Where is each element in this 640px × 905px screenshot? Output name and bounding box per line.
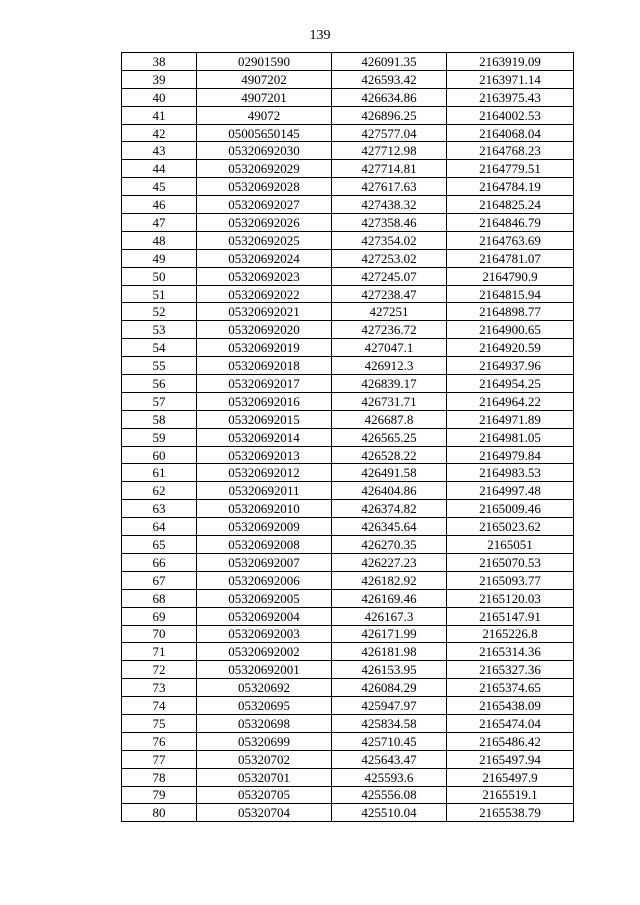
x-coordinate-cell: 425593.6 [332,768,447,786]
table-row [122,321,574,339]
y-coordinate-cell: 2164763.69 [447,231,574,249]
x-coordinate-cell: 426169.46 [332,589,447,607]
point-number-cell: 63 [122,500,197,518]
y-coordinate-cell: 2163919.09 [447,53,574,71]
table-row [122,267,574,285]
point-id-cell: 05320692010 [197,500,332,518]
point-id-cell: 05320692025 [197,231,332,249]
table-row [122,464,574,482]
x-coordinate-cell: 426182.92 [332,571,447,589]
table-row [122,106,574,124]
point-number-cell: 55 [122,357,197,375]
y-coordinate-cell: 2165093.77 [447,571,574,589]
point-number-cell: 75 [122,714,197,732]
table-row [122,142,574,160]
x-coordinate-cell: 425834.58 [332,714,447,732]
point-id-cell: 05320692028 [197,178,332,196]
x-coordinate-cell: 425510.04 [332,804,447,822]
y-coordinate-cell: 2164900.65 [447,321,574,339]
coordinates-table [121,52,574,822]
y-coordinate-cell: 2165486.42 [447,732,574,750]
point-id-cell: 05320692009 [197,518,332,536]
y-coordinate-cell: 2165120.03 [447,589,574,607]
y-coordinate-cell: 2165226.8 [447,625,574,643]
table-row [122,303,574,321]
point-id-cell: 4907202 [197,70,332,88]
point-id-cell: 02901590 [197,53,332,71]
x-coordinate-cell: 426593.42 [332,70,447,88]
table-row [122,410,574,428]
x-coordinate-cell: 426374.82 [332,500,447,518]
point-id-cell: 05320692022 [197,285,332,303]
table-row [122,53,574,71]
y-coordinate-cell: 2164815.94 [447,285,574,303]
point-number-cell: 59 [122,428,197,446]
x-coordinate-cell: 426181.98 [332,643,447,661]
table-row [122,178,574,196]
point-id-cell: 49072 [197,106,332,124]
y-coordinate-cell: 2164781.07 [447,249,574,267]
y-coordinate-cell: 2164981.05 [447,428,574,446]
y-coordinate-cell: 2165009.46 [447,500,574,518]
table-row [122,500,574,518]
point-number-cell: 71 [122,643,197,661]
table-row [122,70,574,88]
point-number-cell: 73 [122,679,197,697]
point-id-cell: 05005650145 [197,124,332,142]
page-number: 139 [309,28,331,43]
x-coordinate-cell: 427251 [332,303,447,321]
y-coordinate-cell: 2165051 [447,536,574,554]
table-row [122,482,574,500]
x-coordinate-cell: 427245.07 [332,267,447,285]
point-number-cell: 47 [122,214,197,232]
point-number-cell: 50 [122,267,197,285]
point-id-cell: 05320699 [197,732,332,750]
point-id-cell: 05320692002 [197,643,332,661]
table-row [122,249,574,267]
table-row [122,428,574,446]
x-coordinate-cell: 426404.86 [332,482,447,500]
y-coordinate-cell: 2164983.53 [447,464,574,482]
point-number-cell: 44 [122,160,197,178]
x-coordinate-cell: 425947.97 [332,697,447,715]
point-number-cell: 72 [122,661,197,679]
point-id-cell: 05320692021 [197,303,332,321]
point-number-cell: 77 [122,750,197,768]
point-id-cell: 05320692013 [197,446,332,464]
table-row [122,339,574,357]
y-coordinate-cell: 2164790.9 [447,267,574,285]
table-row [122,124,574,142]
table-row [122,643,574,661]
point-id-cell: 05320692005 [197,589,332,607]
point-number-cell: 66 [122,553,197,571]
table-row [122,446,574,464]
point-number-cell: 64 [122,518,197,536]
y-coordinate-cell: 2165497.94 [447,750,574,768]
table-row [122,392,574,410]
table-row [122,160,574,178]
table-row [122,697,574,715]
y-coordinate-cell: 2164898.77 [447,303,574,321]
point-number-cell: 38 [122,53,197,71]
point-id-cell: 05320692004 [197,607,332,625]
point-id-cell: 05320692003 [197,625,332,643]
point-number-cell: 57 [122,392,197,410]
point-number-cell: 53 [122,321,197,339]
point-id-cell: 05320692 [197,679,332,697]
table-row [122,804,574,822]
point-id-cell: 05320692015 [197,410,332,428]
y-coordinate-cell: 2164002.53 [447,106,574,124]
x-coordinate-cell: 426345.64 [332,518,447,536]
point-number-cell: 39 [122,70,197,88]
y-coordinate-cell: 2165147.91 [447,607,574,625]
point-number-cell: 68 [122,589,197,607]
x-coordinate-cell: 427238.47 [332,285,447,303]
table-row [122,750,574,768]
point-id-cell: 05320702 [197,750,332,768]
table-row [122,786,574,804]
y-coordinate-cell: 2165497.9 [447,768,574,786]
x-coordinate-cell: 426912.3 [332,357,447,375]
point-id-cell: 4907201 [197,88,332,106]
point-number-cell: 51 [122,285,197,303]
y-coordinate-cell: 2164068.04 [447,124,574,142]
point-number-cell: 65 [122,536,197,554]
point-id-cell: 05320692007 [197,553,332,571]
point-number-cell: 46 [122,196,197,214]
point-number-cell: 42 [122,124,197,142]
point-id-cell: 05320698 [197,714,332,732]
y-coordinate-cell: 2165519.1 [447,786,574,804]
point-id-cell: 05320704 [197,804,332,822]
x-coordinate-cell: 426270.35 [332,536,447,554]
x-coordinate-cell: 425556.08 [332,786,447,804]
point-number-cell: 43 [122,142,197,160]
point-id-cell: 05320705 [197,786,332,804]
point-number-cell: 76 [122,732,197,750]
point-id-cell: 05320692023 [197,267,332,285]
y-coordinate-cell: 2165327.36 [447,661,574,679]
point-id-cell: 05320692017 [197,375,332,393]
y-coordinate-cell: 2164954.25 [447,375,574,393]
y-coordinate-cell: 2165538.79 [447,804,574,822]
y-coordinate-cell: 2165374.65 [447,679,574,697]
x-coordinate-cell: 427354.02 [332,231,447,249]
table-row [122,714,574,732]
point-id-cell: 05320692016 [197,392,332,410]
table-row [122,375,574,393]
x-coordinate-cell: 426167.3 [332,607,447,625]
point-number-cell: 41 [122,106,197,124]
point-number-cell: 67 [122,571,197,589]
table-row [122,88,574,106]
y-coordinate-cell: 2164937.96 [447,357,574,375]
point-id-cell: 05320692024 [197,249,332,267]
y-coordinate-cell: 2164779.51 [447,160,574,178]
table-row [122,553,574,571]
table-row [122,518,574,536]
table-row [122,571,574,589]
point-id-cell: 05320692008 [197,536,332,554]
point-number-cell: 58 [122,410,197,428]
x-coordinate-cell: 427047.1 [332,339,447,357]
point-number-cell: 79 [122,786,197,804]
x-coordinate-cell: 426839.17 [332,375,447,393]
y-coordinate-cell: 2165023.62 [447,518,574,536]
point-id-cell: 05320692011 [197,482,332,500]
x-coordinate-cell: 427236.72 [332,321,447,339]
table-row [122,196,574,214]
x-coordinate-cell: 426491.58 [332,464,447,482]
point-id-cell: 05320692006 [197,571,332,589]
x-coordinate-cell: 426528.22 [332,446,447,464]
point-number-cell: 60 [122,446,197,464]
point-number-cell: 52 [122,303,197,321]
point-id-cell: 05320692019 [197,339,332,357]
point-number-cell: 69 [122,607,197,625]
point-id-cell: 05320692026 [197,214,332,232]
point-number-cell: 70 [122,625,197,643]
table-row [122,214,574,232]
x-coordinate-cell: 427712.98 [332,142,447,160]
coordinates-table-body [122,53,574,822]
table-row [122,679,574,697]
point-id-cell: 05320692001 [197,661,332,679]
table-row [122,536,574,554]
point-number-cell: 54 [122,339,197,357]
point-id-cell: 05320692014 [197,428,332,446]
y-coordinate-cell: 2164784.19 [447,178,574,196]
x-coordinate-cell: 426227.23 [332,553,447,571]
point-id-cell: 05320692012 [197,464,332,482]
y-coordinate-cell: 2165314.36 [447,643,574,661]
x-coordinate-cell: 427577.04 [332,124,447,142]
point-number-cell: 61 [122,464,197,482]
point-number-cell: 74 [122,697,197,715]
table-row [122,231,574,249]
point-id-cell: 05320692029 [197,160,332,178]
x-coordinate-cell: 426687.8 [332,410,447,428]
x-coordinate-cell: 425710.45 [332,732,447,750]
point-id-cell: 05320695 [197,697,332,715]
y-coordinate-cell: 2164920.59 [447,339,574,357]
x-coordinate-cell: 426731.71 [332,392,447,410]
x-coordinate-cell: 426084.29 [332,679,447,697]
x-coordinate-cell: 426896.25 [332,106,447,124]
point-id-cell: 05320692030 [197,142,332,160]
x-coordinate-cell: 425643.47 [332,750,447,768]
point-number-cell: 48 [122,231,197,249]
point-number-cell: 78 [122,768,197,786]
x-coordinate-cell: 426153.95 [332,661,447,679]
table-row [122,285,574,303]
table-row [122,768,574,786]
x-coordinate-cell: 427253.02 [332,249,447,267]
point-number-cell: 62 [122,482,197,500]
table-row [122,625,574,643]
x-coordinate-cell: 427617.63 [332,178,447,196]
y-coordinate-cell: 2165438.09 [447,697,574,715]
y-coordinate-cell: 2164825.24 [447,196,574,214]
x-coordinate-cell: 426091.35 [332,53,447,71]
y-coordinate-cell: 2164997.48 [447,482,574,500]
x-coordinate-cell: 427358.46 [332,214,447,232]
table-row [122,661,574,679]
point-number-cell: 45 [122,178,197,196]
point-number-cell: 80 [122,804,197,822]
y-coordinate-cell: 2163971.14 [447,70,574,88]
table-row [122,732,574,750]
y-coordinate-cell: 2164768.23 [447,142,574,160]
point-id-cell: 05320692020 [197,321,332,339]
point-id-cell: 05320701 [197,768,332,786]
y-coordinate-cell: 2164971.89 [447,410,574,428]
point-number-cell: 49 [122,249,197,267]
y-coordinate-cell: 2165070.53 [447,553,574,571]
table-row [122,357,574,375]
point-id-cell: 05320692018 [197,357,332,375]
y-coordinate-cell: 2164846.79 [447,214,574,232]
table-row [122,589,574,607]
point-number-cell: 40 [122,88,197,106]
y-coordinate-cell: 2164964.22 [447,392,574,410]
point-number-cell: 56 [122,375,197,393]
x-coordinate-cell: 427714.81 [332,160,447,178]
x-coordinate-cell: 426634.86 [332,88,447,106]
y-coordinate-cell: 2163975.43 [447,88,574,106]
x-coordinate-cell: 426565.25 [332,428,447,446]
x-coordinate-cell: 426171.99 [332,625,447,643]
y-coordinate-cell: 2164979.84 [447,446,574,464]
point-id-cell: 05320692027 [197,196,332,214]
x-coordinate-cell: 427438.32 [332,196,447,214]
y-coordinate-cell: 2165474.04 [447,714,574,732]
table-row [122,607,574,625]
